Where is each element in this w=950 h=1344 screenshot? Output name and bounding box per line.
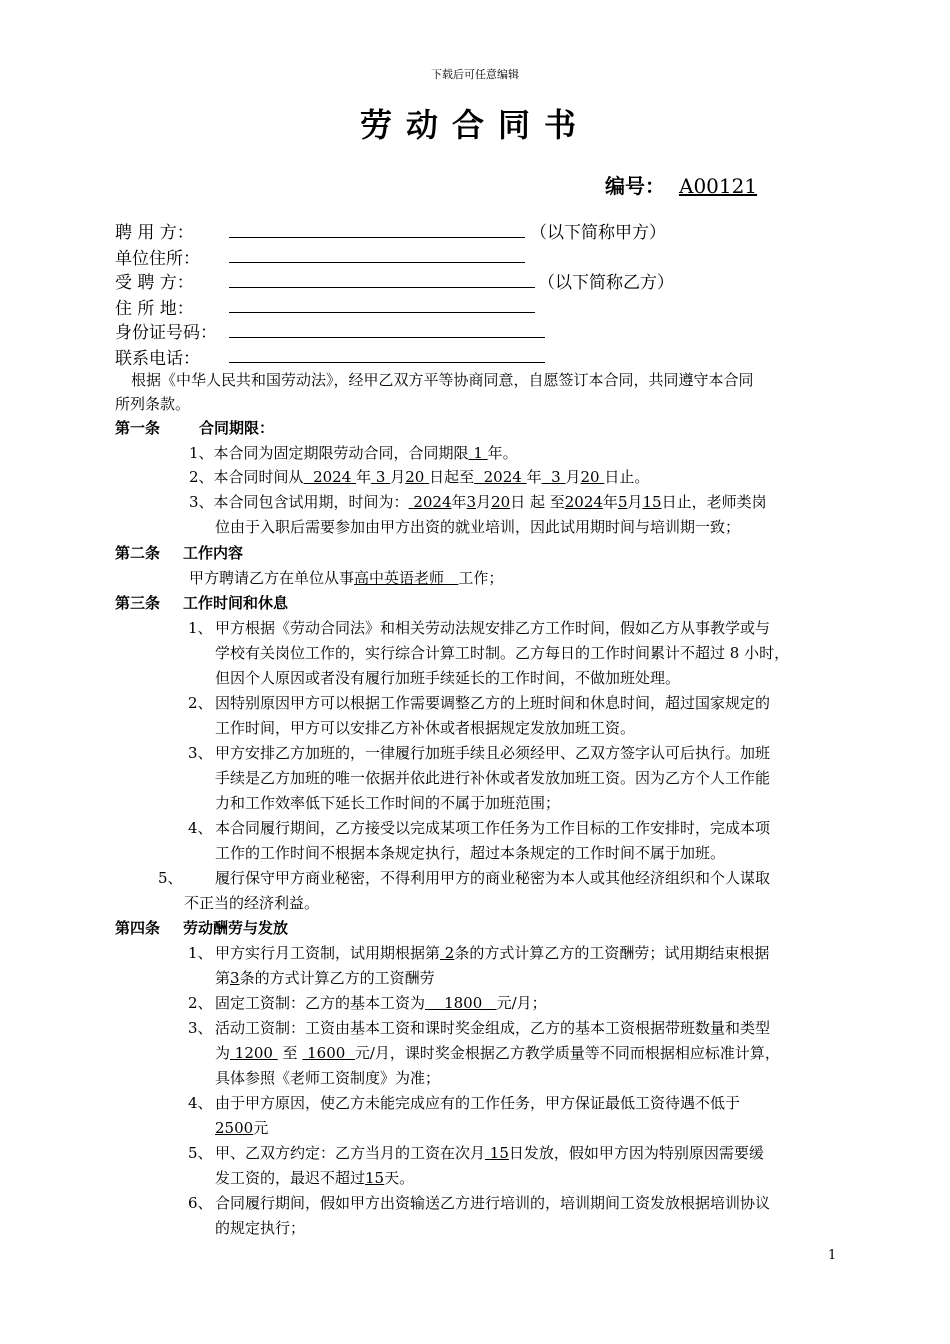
doc-number-value: A00121 xyxy=(679,174,758,198)
item-number: 2、 xyxy=(188,694,213,712)
probation-end-month: 5 xyxy=(617,493,628,511)
item-line: 甲方安排乙方加班的，一律履行加班手续且必须经甲、乙双方签字认可后执行。加班 xyxy=(215,744,771,762)
item-line: 发工资的，最迟不超过15天。 xyxy=(215,1169,415,1187)
max-delay-days: 15 xyxy=(365,1169,385,1187)
item-number: 5、 xyxy=(188,1144,213,1162)
employer-suffix: （以下简称甲方） xyxy=(530,223,666,243)
end-month: 3 xyxy=(551,468,561,486)
page-number: 1 xyxy=(828,1248,837,1263)
article-1-heading: 第一条 xyxy=(115,419,161,437)
article-3-title: 工作时间和休息 xyxy=(183,594,289,612)
item-line: 工作的工作时间不根据本条规定执行，超过本条规定的工作时间不属于加班。 xyxy=(215,844,726,862)
employer-address-field xyxy=(115,244,229,269)
article-2-title: 工作内容 xyxy=(183,544,244,562)
item-line: 固定工资制：乙方的基本工资为 1800 元/月； xyxy=(215,994,547,1012)
item-line: 的规定执行； xyxy=(215,1219,306,1237)
field-label: 联系电话： xyxy=(115,349,200,369)
pay-day: 15 xyxy=(489,1144,509,1162)
item-line: 本合同履行期间，乙方接受以完成某项工作任务为工作目标的工作安排时，完成本项 xyxy=(215,819,771,837)
clause-2-1: 甲方聘请乙方在单位从事高中英语老师 工作； xyxy=(189,569,504,587)
item-line: 为 1200 至 1600 元/月，课时奖金根据乙方教学质量等不同而根据相应标准计算， xyxy=(215,1044,780,1062)
document-title: 劳动合同书 xyxy=(359,106,590,144)
contract-years: 1 xyxy=(473,444,483,462)
item-line: 力和工作效率低下延长工作时间的不属于加班范围； xyxy=(215,794,561,812)
start-month: 3 xyxy=(375,468,386,486)
item-line: 履行保守甲方商业秘密，不得利用甲方的商业秘密为本人或其他经济组织和个人谋取 xyxy=(215,869,771,887)
preamble-line: 根据《中华人民共和国劳动法》，经甲乙双方平等协商同意，自愿签订本合同，共同遵守本合同 xyxy=(131,371,754,389)
minimum-wage: 2500 xyxy=(215,1119,254,1137)
item-line: 学校有关岗位工作的，实行综合计算工时制。乙方每日的工作时间累计不超过 8 小时， xyxy=(215,644,790,662)
field-label: 住 所 地： xyxy=(115,299,194,319)
item-number: 3、 xyxy=(188,1019,213,1037)
salary-low: 1200 xyxy=(234,1044,273,1062)
clause-1-3: 3、本合同包含试用期，时间为： 2024年3月20日 起 至2024年5月15日止，老师类岗 xyxy=(189,493,767,511)
employer-blank xyxy=(229,237,525,238)
clause-1-3-cont: 位由于入职后需要参加由甲方出资的就业培训，因此试用期时间与培训期一致； xyxy=(215,518,741,536)
item-number: 5、 xyxy=(158,869,183,887)
item-number: 1、 xyxy=(188,619,213,637)
item-number: 4、 xyxy=(188,1094,213,1112)
employer-address-blank xyxy=(229,262,525,263)
id-number-blank xyxy=(229,337,545,338)
probation-end-day: 15 xyxy=(642,493,662,511)
clause-1-2: 2、本合同时间从 2024 年 3 月20 日起至 2024 年 3 月20 日止。 xyxy=(189,468,650,486)
item-number: 3、 xyxy=(188,744,213,762)
probation-start-month: 3 xyxy=(466,493,477,511)
employer-field xyxy=(115,218,229,243)
article-3-heading: 第三条 xyxy=(115,594,161,612)
residence-field xyxy=(115,294,229,319)
item-line: 具体参照《老师工资制度》为准； xyxy=(215,1069,441,1087)
start-day: 20 xyxy=(405,468,425,486)
residence-blank xyxy=(229,312,535,313)
item-line: 甲方根据《劳动合同法》和相关劳动法规安排乙方工作时间，假如乙方从事教学或与 xyxy=(215,619,771,637)
article-1-title: 合同期限： xyxy=(199,419,275,437)
preamble-line: 所列条款。 xyxy=(115,395,191,413)
employee-blank xyxy=(229,287,535,288)
field-label: 受 聘 方： xyxy=(115,273,194,293)
probation-article-ref: 2 xyxy=(444,944,455,962)
end-year: 2024 xyxy=(483,468,522,486)
field-label: 单位住所： xyxy=(115,249,200,269)
item-line: 但因个人原因或者没有履行加班手续延长的工作时间，不做加班处理。 xyxy=(215,669,681,687)
start-year: 2024 xyxy=(313,468,352,486)
field-label: 身份证号码： xyxy=(115,323,217,343)
salary-high: 1600 xyxy=(307,1044,346,1062)
probation-end-year: 2024 xyxy=(564,493,603,511)
item-line: 因特别原因甲方可以根据工作需要调整乙方的上班时间和休息时间，超过国家规定的 xyxy=(215,694,771,712)
article-4-title: 劳动酬劳与发放 xyxy=(183,919,289,937)
probation-start-year: 2024 xyxy=(413,493,452,511)
regular-article-ref: 3 xyxy=(230,969,240,987)
article-2-heading: 第二条 xyxy=(115,544,161,562)
item-line: 第3条的方式计算乙方的工资酬劳 xyxy=(215,969,435,987)
doc-number-label: 编号： xyxy=(605,174,665,198)
item-line: 甲方实行月工资制，试用期根据第 2条的方式计算乙方的工资酬劳；试用期结束根据 xyxy=(215,944,770,962)
item-line: 甲、乙双方约定：乙方当月的工资在次月 15日发放，假如甲方因为特别原因需要缓 xyxy=(215,1144,764,1162)
field-label: 聘 用 方： xyxy=(115,223,194,243)
item-line: 工作时间，甲方可以安排乙方补休或者根据规定发放加班工资。 xyxy=(215,719,636,737)
item-number: 1、 xyxy=(188,944,213,962)
probation-start-day: 20 xyxy=(491,493,511,511)
employee-field xyxy=(115,268,229,293)
header-note: 下载后可任意编辑 xyxy=(431,68,519,81)
item-number: 6、 xyxy=(188,1194,213,1212)
phone-field xyxy=(115,344,229,369)
article-4-heading: 第四条 xyxy=(115,919,161,937)
item-line: 2500元 xyxy=(215,1119,269,1137)
document-number xyxy=(605,170,757,199)
id-number-field xyxy=(115,318,229,343)
employee-suffix: （以下简称乙方） xyxy=(538,273,674,293)
item-number: 2、 xyxy=(188,994,213,1012)
clause-1-1: 1、本合同为固定期限劳动合同，合同期限 1 年。 xyxy=(189,444,518,462)
item-line: 不正当的经济利益。 xyxy=(184,894,320,912)
phone-blank xyxy=(229,362,545,363)
end-day: 20 xyxy=(580,468,600,486)
item-line: 由于甲方原因，使乙方未能完成应有的工作任务，甲方保证最低工资待遇不低于 xyxy=(215,1094,741,1112)
job-title: 高中英语老师 xyxy=(354,569,445,587)
item-number: 4、 xyxy=(188,819,213,837)
item-line: 合同履行期间，假如甲方出资输送乙方进行培训的，培训期间工资发放根据培训协议 xyxy=(215,1194,771,1212)
fixed-salary: 1800 xyxy=(444,994,483,1012)
item-line: 手续是乙方加班的唯一依据并依此进行补休或者发放加班工资。因为乙方个人工作能 xyxy=(215,769,771,787)
item-line: 活动工资制：工资由基本工资和课时奖金组成，乙方的基本工资根据带班数量和类型 xyxy=(215,1019,771,1037)
